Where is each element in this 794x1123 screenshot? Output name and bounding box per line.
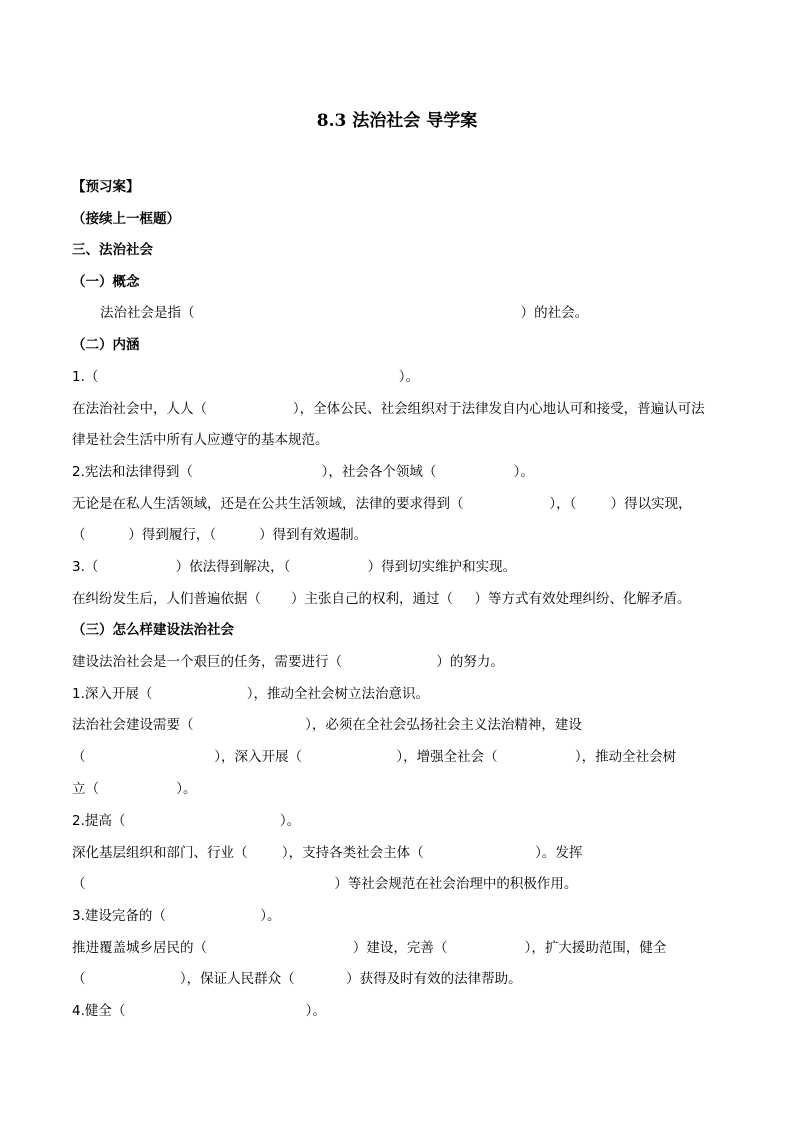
build-item-1: 1.深入开展（ ），推动全社会树立法治意识。 <box>72 686 430 702</box>
paragraph-line: （ ）等社会规范在社会治理中的积极作用。 <box>72 876 578 892</box>
item-2: 2.宪法和法律得到（ ），社会各个领域（ ）。 <box>72 464 534 480</box>
build-item-3: 3.建设完备的（ ）。 <box>72 908 281 924</box>
subheading-concept: （一）概念 <box>72 274 140 290</box>
paragraph-line: 立（ ）。 <box>72 781 197 797</box>
paragraph-line: 推进覆盖城乡居民的（ ）建设，完善（ ），扩大援助范围，健全 <box>72 940 667 956</box>
item-1: 1.（ ）。 <box>72 369 420 385</box>
subheading-how-to-build: （三）怎么样建设法治社会 <box>72 622 234 638</box>
paragraph-line: 深化基层组织和部门、行业（ ），支持各类社会主体（ ）。发挥 <box>72 845 583 861</box>
section-note: （接续上一框题） <box>72 211 180 227</box>
build-item-4: 4.健全（ ）。 <box>72 1003 326 1019</box>
paragraph-line: （ ）得到履行，（ ）得到有效遏制。 <box>72 527 368 543</box>
subheading-connotation: （二）内涵 <box>72 337 140 353</box>
paragraph-line: 法治社会建设需要（ ），必须在全社会弘扬社会主义法治精神，建设 <box>72 717 582 733</box>
section-label-preview: 【预习案】 <box>72 179 140 195</box>
page-title: 8.3 法治社会 导学案 <box>316 111 478 131</box>
heading-rule-of-law-society: 三、法治社会 <box>72 242 153 258</box>
paragraph-line: 建设法治社会是一个艰巨的任务，需要进行（ ）的努力。 <box>72 654 504 670</box>
item-3: 3.（ ）依法得到解决，（ ）得到切实维护和实现。 <box>72 559 517 575</box>
paragraph-line: 在纠纷发生后，人们普遍依据（ ）主张自己的权利，通过（ ）等方式有效处理纠纷、化解矛盾。 <box>72 591 691 607</box>
concept-definition: 法治社会是指（ ）的社会。 <box>100 305 589 321</box>
paragraph-line: （ ），深入开展（ ），增强全社会（ ），推动全社会树 <box>72 749 677 765</box>
paragraph-line: 在法治社会中，人人（ ），全体公民、社会组织对于法律发自内心地认可和接受，普遍认可法 <box>72 401 705 417</box>
paragraph-line: （ ），保证人民群众（ ）获得及时有效的法律帮助。 <box>72 971 522 987</box>
paragraph-line: 无论是在私人生活领域，还是在公共生活领域，法律的要求得到（ ），（ ）得以实现， <box>72 496 692 512</box>
build-item-2: 2.提高（ ）。 <box>72 813 301 829</box>
paragraph-line: 律是社会生活中所有人应遵守的基本规范。 <box>72 432 329 448</box>
